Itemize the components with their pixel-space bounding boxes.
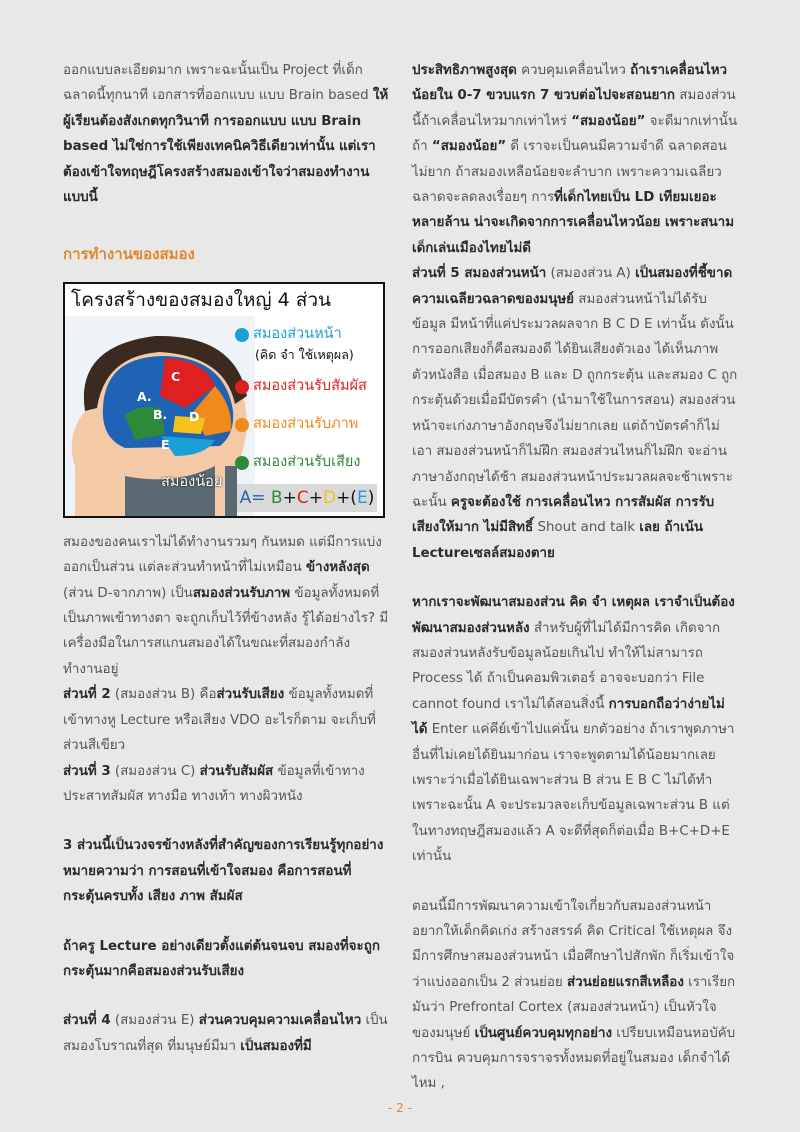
text-run: (สมองส่วน A) — [546, 266, 636, 282]
text-run: (สมองส่วน B) คือ — [110, 687, 217, 703]
paragraph-lecture — [63, 934, 389, 985]
text-run: ครูจะต้องใช้ การเคลื่อนไหว การสัมผัส การรับเสียงให้มาก ไม่มีสิทธิ์ — [412, 494, 715, 536]
text-run: เราเรียกมันว่า Prefrontal Cortex (สมองส่วนหน้า) เป็นหัวใจของมนุษย์ — [412, 974, 736, 1041]
region-d-label: D — [189, 408, 200, 424]
region-a-label: A. — [137, 388, 152, 404]
text-run: ควบคุมเคลื่อนไหว — [516, 63, 631, 78]
paragraph-part-3 — [63, 759, 389, 810]
label-visual-brain: สมองส่วนรับภาพ — [253, 415, 359, 432]
text-run: ที่เด็กไทยเป็น LD เทียมเยอะหลายล้าน น่าจะเกิดจากการเคลื่อนไหวน้อย เพราะสนามเด็กเล่นเมืองไทยไม่ดี — [412, 190, 735, 256]
formula-part: E — [356, 487, 368, 508]
label-audio-brain: สมองส่วนรับเสียง — [253, 453, 361, 470]
paragraph-brain-parts — [63, 530, 389, 682]
text-run: ข้อมูลทั้งหมดที่เข้าทางหู Lecture หรือเสียง VDO อะไรก็ตาม จะเก็บที่ส่วนสีเขียว — [63, 687, 376, 754]
text-run: เปรียบเหมือนหอบัคับการบิน ควบคุมการจราจรทั้งหมดที่อยู่ในสมอง เด็กจำได้ไหม , — [412, 1025, 736, 1092]
text-run: ดี เราจะเป็นคนมีความจำดี ฉลาดสอนไม่ยาก ถ้าสมองเหลือน้อยจะลำบาก เพราะความเฉลียวฉลาดจะลดลงเรื่อยๆ การ — [412, 139, 727, 206]
formula-part: +( — [336, 487, 357, 508]
paragraph-part-5 — [412, 261, 738, 566]
paragraph-develop-back-brain — [412, 590, 738, 869]
text-run: ถ้าเราเคลื่อนไหวน้อยใน 0-7 ขวบแรก 7 ขวบต่อไปจะสอนยาก — [412, 63, 728, 104]
paragraph-learning-circuit — [63, 833, 389, 909]
text-run: เป็นศูนย์ควบคุมทุกอย่าง — [474, 1025, 613, 1041]
text-run: สมองของคนเราไม่ได้ทำงานรวมๆ กันหมด แต่มีการแบ่งออกเป็นส่วน แต่ละส่วนทำหน้าที่ไม่เหมือน — [63, 534, 382, 576]
text-run: สมองส่วนรับภาพ — [192, 585, 291, 601]
text-run: สมองส่วนหน้าไม่ได้รับข้อมูล มีหน้าที่แค่ประมวลผลจาก B C D E เท่านั้น ดังนั้นการออกเสียงก็คือสมองดี ได้ยินเสียงตัวเอง ได้เห็นภาพ ตัวหนังสือ เมื่อสมอง B และ D ถูกกระตุ้น และสมอง C ถูกกระตุ้นด้วยเมื่อมีบัตรคำ (นำมาใช้ในการสอน) สมองส่วนหน้าจะเก่งภาษาอังกฤษจึงไม่ยากเลย แต่ถ้าบัตรคำก็ไม่เอา สมองส่วนหน้าก็ไม่ฝึก สมองส่วนไหนก็ไม่ฝึก จะอ่านภาษาอังกฤษได้ช้า สมองส่วนหน้าประมวลผลจะช้าเพราะฉะนั้น — [412, 291, 738, 510]
text-run: ข้อมูลที่เข้าทางประสาทสัมผัส ทางมือ ทางเท้า ทางผิวหนัง — [63, 763, 365, 804]
formula-part: C — [296, 487, 309, 508]
text-run: ส่วนที่ 3 — [63, 763, 111, 779]
text-run: 3 ส่วนนี้เป็นวงจรข้างหลังที่สำคัญของการเรียนรู้ทุกอย่าง หมายความว่า การสอนที่เข้าใจสมอง คือการสอนที่กระตุ้นครบทั้ง เสียง ภาพ สัมผัส — [63, 838, 384, 905]
text-run: การบอกถือว่าง่ายไม่ได้ — [412, 696, 725, 738]
text-run: ส่วนที่ 5 สมองส่วนหน้า — [412, 266, 547, 282]
formula-part: A= — [239, 487, 271, 508]
label-front-brain: สมองส่วนหน้า — [253, 325, 342, 342]
left-column — [63, 58, 389, 1059]
paragraph-movement — [412, 58, 738, 261]
ear-icon — [235, 456, 249, 470]
text-run: ข้างหลังสุด — [306, 560, 370, 576]
region-e-label: E — [161, 436, 170, 452]
label-front-brain-sub: (คิด จำ ใช้เหตุผล) — [255, 346, 354, 362]
page-number: - 2 - — [388, 1101, 412, 1115]
text-run: ออกแบบละเอียดมาก เพราะฉะนั้นเป็น Project ที่เด็กฉลาดนี้ทุกนาที เอกสารที่ออกแบบ แบบ Brain based — [63, 63, 373, 104]
text-run: (สมองส่วน C) — [110, 763, 200, 779]
section-title: การทำงานของสมอง — [63, 245, 195, 264]
text-run: หากเราจะพัฒนาสมองส่วน คิด จำ เหตุผล เราจำเป็นต้องพัฒนาสมองส่วนหลัง — [412, 595, 735, 636]
text-run: ส่วนรับสัมผัส — [199, 763, 274, 779]
text-run: ส่วนย่อยแรกสีเหลือง — [567, 974, 684, 990]
label-touch-brain: สมองส่วนรับสัมผัส — [253, 377, 367, 394]
text-run: ส่วนควบคุมความเคลื่อนไหว — [198, 1013, 362, 1029]
formula-part: B — [270, 487, 283, 508]
text-run: ให้ผู้เรียนต้องสังเกตทุกวินาที การออกแบบ แบบ Brain based ไม่ใช่การใช้เพียงเทคนิควิธีเดียวเท่านั้น แต่เราต้องเข้าใจทฤษฎีโครงสร้างสมองเข้าใจว่าสมองทำงานแบบนี้ — [63, 88, 389, 206]
text-run: (สมองส่วน E) — [110, 1013, 199, 1029]
text-run: ถ้าครู Lecture อย่างเดียวตั้งแต่ต้นจนจบ สมองที่จะถูกกระตุ้นมากคือสมองส่วนรับเสียง — [63, 938, 380, 979]
text-run: ส่วนที่ 2 — [63, 687, 111, 703]
brain-structure-figure — [63, 282, 385, 518]
text-run: ส่วนที่ 4 — [63, 1013, 111, 1029]
text-run: “สมองน้อย” — [431, 139, 507, 155]
touch-icon — [235, 380, 249, 394]
figure-title: โครงสร้างของสมองใหญ่ 4 ส่วน — [71, 288, 332, 311]
paragraph-part-2 — [63, 682, 389, 758]
formula-part: + — [308, 487, 323, 508]
brain-formula — [237, 484, 377, 512]
text-run: (ส่วน D-จากภาพ) เป็น — [63, 585, 193, 601]
eye-icon — [235, 418, 249, 432]
formula-part: D — [322, 487, 337, 508]
text-run: Shout and talk — [533, 520, 640, 536]
front-brain-icon — [235, 328, 249, 342]
label-cerebellum: สมองน้อย — [161, 473, 223, 490]
formula-part: + — [282, 487, 297, 508]
paragraph-part-4 — [63, 1008, 389, 1059]
text-run: สมองส่วนนี้ถ้าเคลื่อนไหวมากเท่าไหร่ — [412, 88, 736, 129]
formula-part: ) — [367, 487, 375, 508]
text-run: เป็นสมองที่มี — [240, 1038, 312, 1054]
right-column — [412, 58, 738, 1097]
region-c-label: C — [171, 368, 181, 384]
text-run: เลย ถ้าเน้น Lectureเซลล์สมองตาย — [412, 520, 704, 561]
paragraph-prefrontal — [412, 894, 738, 1097]
text-run: Enter แค่คีย์เข้าไปแค่นั้น ยกตัวอย่าง ถ้าเราพูดภาษาอื่นที่ไม่เคยได้ยินมาก่อน เราจะพูดตามได้น้อยมากเลย เพราะว่าเมื่อได้ยินเฉพาะส่วน B ส่วน E B C ไม่ได้ทำ เพราะฉะนั้น A จะประมวลจะเก็บข้อมูลเฉพาะส่วน B แต่ในทางทฤษฎีสมองแล้ว A จะดีที่สุดก็ต่อเมื่อ B+C+D+E เท่านั้น — [412, 722, 735, 865]
text-run: ประสิทธิภาพสูงสุด — [412, 63, 517, 78]
intro-paragraph — [63, 58, 389, 210]
text-run: ข้อมูลทั้งหมดที่เป็นภาพเข้าทางตา จะถูกเก็บไว้ที่ข้างหลัง รู้ได้อย่างไร? มีเครื่องมือในการสแกนสมองได้ในขณะที่สมองกำลังทำงานอยู่ — [63, 585, 389, 677]
text-run: เป็นสมองโบราณที่สุด ที่มนุษย์มีมา — [63, 1013, 388, 1054]
text-run: จะดีมากเท่านั้น ถ้า — [412, 113, 738, 155]
text-run: ส่วนรับเสียง — [216, 687, 285, 703]
text-run: สำหรับผู้ที่ไม่ได้มีการคิด เกิดจากสมองส่วนหลังรับข้อมูลน้อยเกินไป ทำให้ไม่สามารถ Process ได้ ถ้าเป็นคอมพิวเตอร์ อาจจะบอกว่า File cannot found เราไม่ได้สอนสิ่งนี้ — [412, 620, 721, 712]
text-run: ตอนนี้มีการพัฒนาความเข้าใจเกี่ยวกับสมองส่วนหน้าอยากให้เด็กคิดเก่ง สร้างสรรค์ คิด Critical ใช้เหตุผล จึงมีการศึกษาสมองส่วนหน้า เมื่อศึกษาไปสักพัก ก็เริ่มเข้าใจว่าแบ่งออกเป็น 2 ส่วนย่อย — [412, 898, 735, 990]
text-run: “สมองน้อย” — [571, 113, 646, 129]
region-b-label: B. — [153, 406, 168, 422]
text-run: เป็นสมองที่ชี้ขาดความเฉลียวฉลาดของมนุษย์ — [412, 266, 733, 307]
